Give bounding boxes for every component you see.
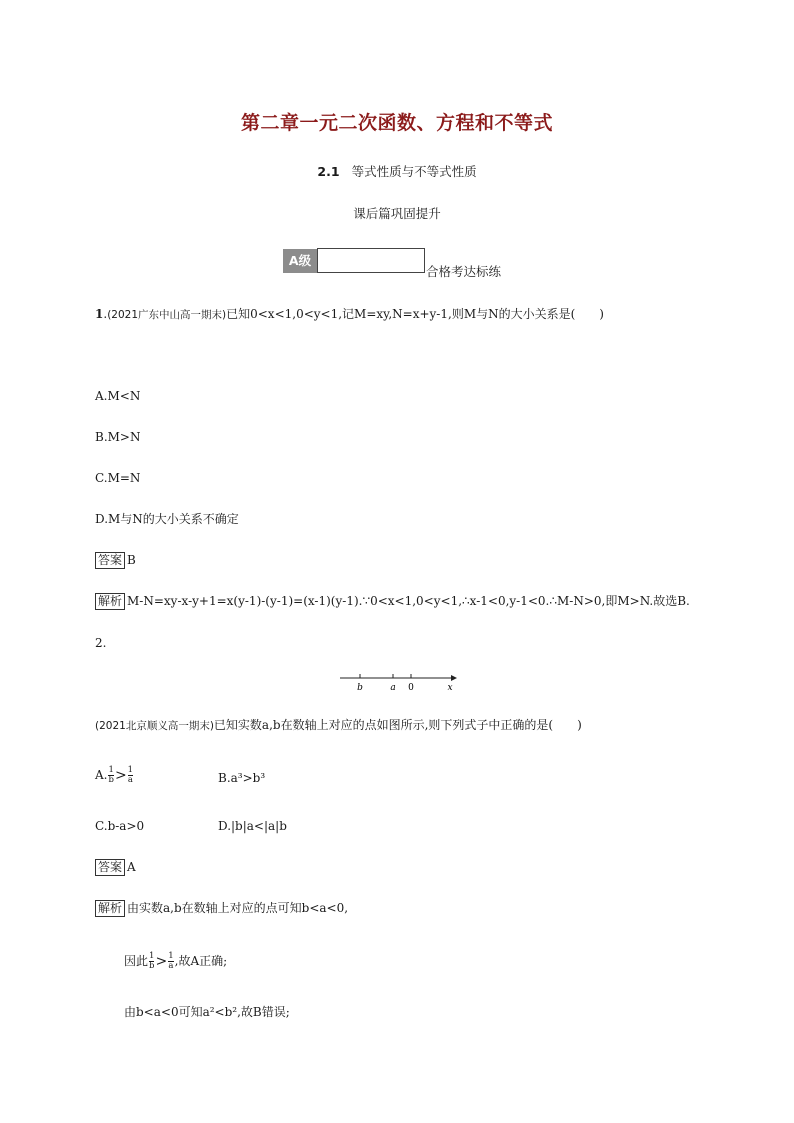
q2-analysis-3: 由b<a<0可知a²<b²,故B错误;: [124, 1005, 290, 1019]
fraction-one-over-b: [108, 766, 113, 785]
q1-option-b: B.M>N: [95, 430, 141, 444]
level-badge: A级: [283, 249, 317, 273]
q1-analysis-line: [95, 593, 690, 610]
q2-option-a: [95, 766, 134, 785]
label-a: a: [390, 683, 396, 693]
number-line-arrow-icon: [451, 675, 457, 681]
subtitle: 课后篇巩固提升: [353, 206, 441, 221]
q2-source: (2021北京顺义高一期末): [95, 720, 214, 732]
section-number: 2.1: [317, 164, 340, 179]
frac-denominator: a: [127, 775, 133, 785]
gt-sign: >: [155, 953, 168, 970]
q1-answer-tag: 答案: [95, 552, 125, 569]
q2-option-c: C.b-a>0: [95, 819, 145, 833]
q1-number: 1: [95, 307, 104, 321]
frac-numerator: 1: [127, 765, 134, 775]
q1-analysis-tag: 解析: [95, 593, 125, 610]
q1-option-c: C.M=N: [95, 471, 141, 485]
q1-option-d: D.M与N的大小关系不确定: [95, 512, 239, 526]
frac-denominator: b: [108, 775, 114, 785]
frac-numerator: 1: [108, 765, 114, 775]
q2-analysis-tag: 解析: [95, 900, 125, 917]
label-x: x: [447, 683, 453, 693]
level-text: 合格考达标练: [426, 264, 502, 279]
q1-analysis: M-N=xy-x-y+1=x(y-1)-(y-1)=(x-1)(y-1).∵0<x<1,0<y<1,∴x-1<0,y-1<0.∴M-N>0,即M>N.故选B.: [127, 594, 690, 608]
q2-analysis-line: [95, 900, 348, 917]
q1-stem-line: 1.(2021广东中山高一期末)已知0<x<1,0<y<1,记M=xy,N=x+y-1,则M与N的大小关系是( ): [95, 307, 604, 321]
q2-option-b: B.a³>b³: [218, 771, 266, 785]
frac-denominator: a: [168, 961, 174, 971]
label-zero: 0: [408, 683, 414, 693]
gt-sign: >: [114, 767, 127, 784]
section-name: 等式性质与不等式性质: [351, 164, 477, 179]
q1-answer: B: [127, 553, 136, 567]
q2-analysis-2: [124, 952, 227, 971]
frac-numerator: 1: [168, 951, 174, 961]
fraction-one-over-a: [168, 952, 173, 971]
q1-source: (2021广东中山高一期末): [107, 309, 227, 321]
q2-stem: 已知实数a,b在数轴上对应的点如图所示,则下列式子中正确的是( ): [213, 718, 582, 732]
analysis-2-prefix: 因此: [124, 954, 149, 968]
q2-analysis-1: 由实数a,b在数轴上对应的点可知b<a<0,: [127, 901, 349, 915]
number-line-figure: [335, 668, 460, 696]
q2-number: 2.: [95, 636, 107, 650]
q1-option-a: A.M<N: [95, 389, 141, 403]
analysis-2-suffix: ,故A正确;: [174, 954, 228, 968]
level-blank-box: [317, 248, 425, 273]
q2-answer-line: [95, 859, 136, 876]
frac-numerator: 1: [149, 951, 155, 961]
label-b: b: [357, 683, 363, 693]
q2-answer-tag: 答案: [95, 859, 125, 876]
chapter-title: 第二章一元二次函数、方程和不等式: [240, 112, 553, 134]
fraction-one-over-a: [128, 766, 133, 785]
q2-option-a-prefix: A.: [95, 768, 108, 782]
fraction-one-over-b: [149, 952, 154, 971]
section-title: [0, 162, 794, 180]
q1-stem: 已知0<x<1,0<y<1,记M=xy,N=x+y-1,则M与N的大小关系是( ): [226, 307, 604, 321]
q2-stem-line: [95, 717, 582, 734]
q1-answer-line: [95, 552, 136, 569]
q2-option-d: D.|b|a<|a|b: [218, 819, 287, 833]
q2-answer: A: [127, 860, 136, 874]
frac-denominator: b: [149, 961, 155, 971]
